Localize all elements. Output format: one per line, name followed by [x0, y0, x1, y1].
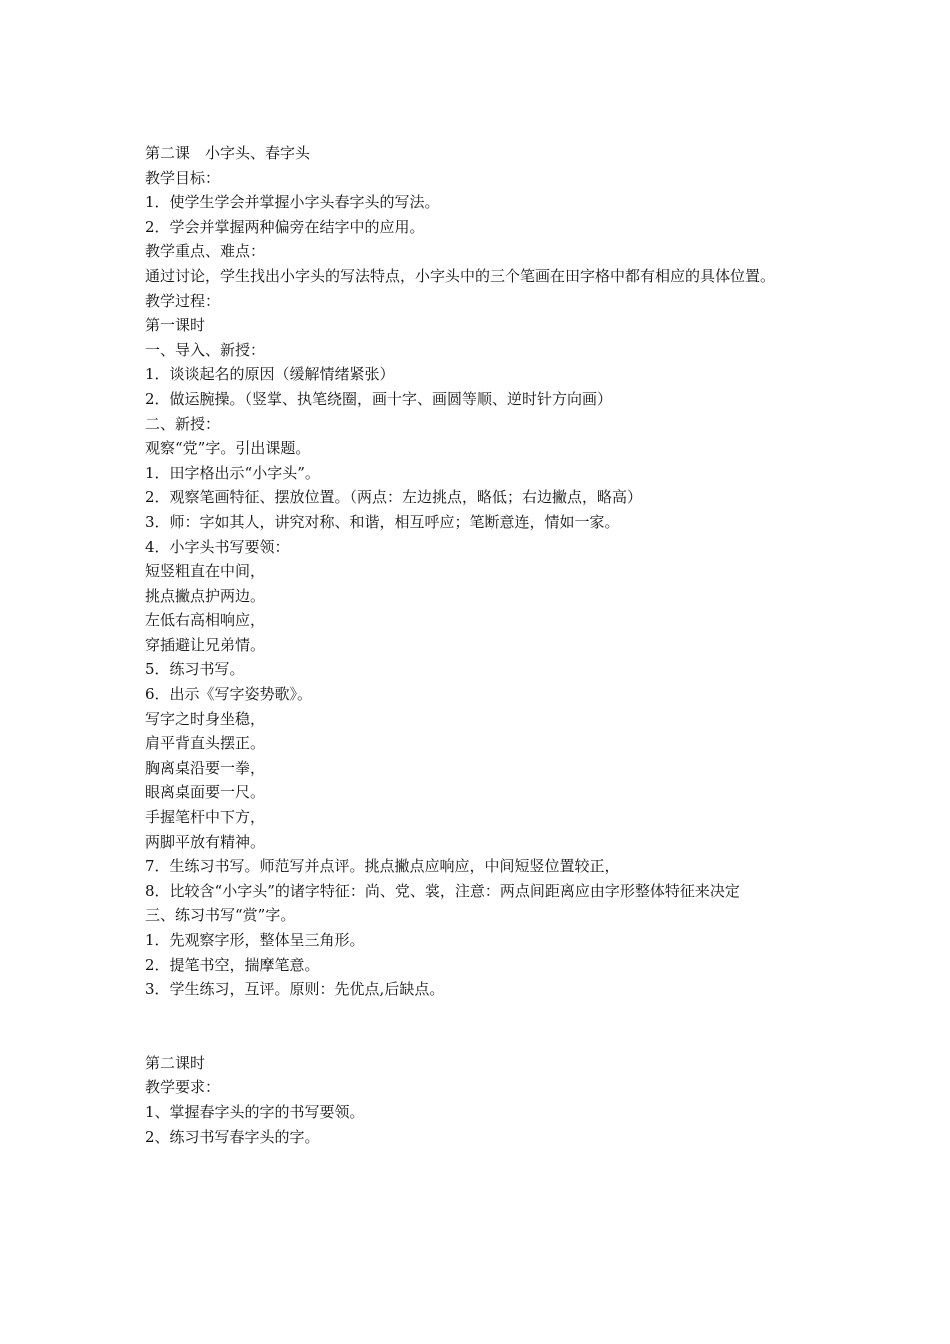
section-heading: 一、导入、新授： [145, 340, 266, 359]
lesson-section-first-period [145, 141, 813, 1002]
section-gap [145, 1002, 813, 1051]
verse-line: 穿插避让兄弟情。 [145, 635, 266, 654]
verse-line: 胸离桌沿要一拳， [145, 758, 266, 777]
key-points-text: 通过讨论，学生找出小字头的写法特点，小字头中的三个笔画在田字格中都有相应的具体位置。 [145, 266, 776, 285]
goal-item: 2．学会并掌握两种偏旁在结字中的应用。 [145, 217, 425, 236]
heading-teaching-requirements: 教学要求： [145, 1078, 221, 1097]
step-item: 3．师：字如其人，讲究对称、和谐，相互呼应；笔断意连，情如一家。 [145, 512, 620, 531]
verse-line: 肩平背直头摆正。 [145, 734, 266, 753]
step-item: 2．提笔书空，揣摩笔意。 [145, 955, 320, 974]
step-item: 3．学生练习，互评。原则：先优点,后缺点。 [145, 980, 445, 999]
text-line: 观察“党”字。引出课题。 [145, 439, 311, 458]
step-item: 5．练习书写。 [145, 660, 245, 679]
step-item: 1．先观察字形，整体呈三角形。 [145, 931, 365, 949]
verse-line: 眼离桌面要一尺。 [145, 783, 266, 802]
goal-item: 1．使学生学会并掌握小字头春字头的写法。 [145, 193, 440, 212]
verse-line: 手握笔杆中下方， [145, 808, 266, 827]
section-heading: 三、练习书写“赏”字。 [145, 906, 296, 925]
verse-line: 写字之时身坐稳， [145, 709, 266, 728]
lesson-section-second-period [145, 1051, 813, 1149]
step-item: 1．田字格出示“小字头”。 [145, 463, 320, 482]
heading-key-points: 教学重点、难点： [145, 242, 266, 261]
step-item: 4．小字头书写要领： [145, 537, 290, 556]
step-item: 7．生练习书写。师范写并点评。挑点撇点应响应，中间短竖位置较正， [145, 857, 620, 876]
requirement-item: 2、练习书写春字头的字。 [145, 1127, 320, 1146]
step-item: 2．做运腕操。（竖掌、执笔绕圈，画十字、画圆等顺、逆时针方向画） [145, 389, 613, 408]
step-item: 1．谈谈起名的原因（缓解情绪紧张） [145, 365, 395, 384]
heading-first-period: 第一课时 [145, 316, 206, 335]
verse-line: 短竖粗直在中间， [145, 562, 266, 581]
document-body [145, 141, 813, 1149]
step-item: 6．出示《写字姿势歌》。 [145, 685, 313, 704]
verse-line: 挑点撇点护两边。 [145, 586, 266, 605]
heading-second-period: 第二课时 [145, 1053, 206, 1072]
requirement-item: 1、掌握春字头的字的书写要领。 [145, 1102, 365, 1121]
heading-teaching-process: 教学过程： [145, 291, 221, 310]
step-item: 2．观察笔画特征、摆放位置。（两点：左边挑点，略低；右边撇点，略高） [145, 488, 643, 507]
verse-line: 左低右高相响应， [145, 611, 266, 630]
heading-teaching-goals: 教学目标： [145, 168, 221, 187]
verse-line: 两脚平放有精神。 [145, 832, 266, 851]
section-heading: 二、新授： [145, 414, 221, 433]
lesson-title: 第二课 小字头、春字头 [145, 144, 311, 162]
step-item: 8．比较含“小字头”的诸字特征：尚、党、裳，注意：两点间距离应由字形整体特征来决定 [145, 881, 740, 900]
